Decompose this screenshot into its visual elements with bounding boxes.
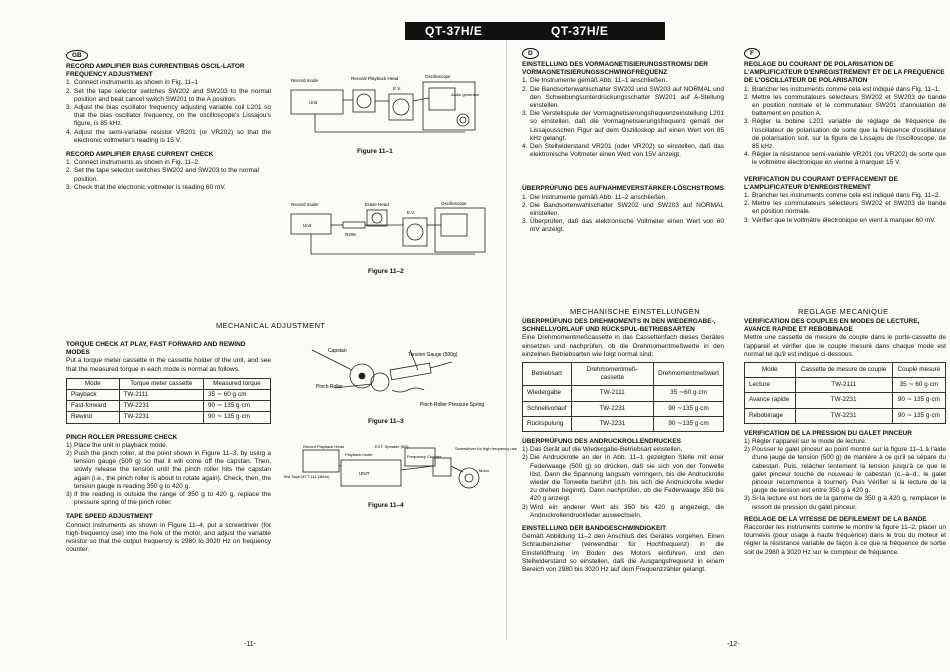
fr-table-header: Cassette de mesure de couple [795,363,892,378]
de-electrical-section: D EINSTELLUNG DES VORMAGNETISIERUNGSSTROMS/ DER VORMAGNETISIERUNGSSCHWINGFREQUENZ 1. Die Instrumente gemäß Abb. 11–1 anschließen. 2. Die Bandsortenwahlschalter SW202 und SW203 auf NORMAL und den Schwebungsunterdrückungsschalter SW201 auf A-Stellung einstellen. 3. Die Verstellspule der Vormagnetisierungsfrequenzeinstellung L201 so einstellen, daß die Vormagnetisierungsfrequenz gemäß der Lissajousschen Figur auf dem Oszilloskop auf einen Wert von 85 kHz gelangt. 4. Den Stellwiderstand VR201 (oder VR202) so einstellen, daß das elektronische Voltmeter einen Wert von 15V anzeigt. ÜBERPRÜFUNG DES AUFNAHMEVERSTÄRKER-LÖSCHSTROMS 1. Die Instrumente gemäß Abb. 11–2 anschließen. 2. Die Bandsortenwahlschalter SW202 und SW203 auf NORMAL einstellen. 3. Überprüfen, daß das elektronische Voltmeter einen Wert von 60 mV anzeigt. [522,50,724,234]
model-title-right: QT-37H/E [551,24,609,38]
table-cell: TW-2111 [571,386,654,401]
de-torque-title: ÜBERPRÜFUNG DES DREHMOMENTS IN DEN WIEDERGABE-, SCHNELLVORLAUF UND RÜCKSPUL-BETRIEBSARTEN [522,318,716,334]
de-table-header: Betriebsart [523,363,572,386]
fig4-label: Playback mode [345,452,373,457]
gb-table-header: Mode [67,378,120,389]
de-erase-title: ÜBERPRÜFUNG DES AUFNAHMEVERSTÄRKER-LÖSCHSTROMS [522,185,724,193]
gb-erase-step: Connect instruments as shown in Fig. 11–2. [74,159,200,167]
gb-language-badge: GB [66,50,88,61]
fr-pinch-step: Régler l'appareil sur le mode de lecture. [752,438,867,446]
gb-pinch-step: Push the pinch roller, at the point shown in Figure 11–3, by using a tension gauge (500 g) so that it will come off the capstan. Then, slowly release the tension until the pinch roller hits the capstan again (i.e., the pinch roller is about to rotate again). Check, then, the tension gauge is reading 350 g to 420 g. [74,450,271,490]
table-cell: Wiedergabe [523,386,572,401]
fig4-label: UNIT [359,471,370,476]
table-cell: TW-2231 [119,401,203,412]
fig2-label: Erase Head [365,202,389,207]
gb-erase-step: Set the tape selector switches SW202 and SW203 to the normal position. [74,167,259,183]
gb-bias-step: Set the tape selector switches SW202 and SW203 to the normal position and beat cancel switch SW201 to the A position. [74,87,271,103]
fr-mechanical-section: VERIFICATION DES COUPLES EN MODES DE LECTURE, AVANCE RAPIDE ET REBOBINAGE Mettre une cassette de mesure de couple dans le porte-cassette de l'appareil et vérifier que le couple mesuré dans chaque mode est normal tel qu'il est indiqué ci-dessous. Mode Cassette de mesure de couple Couple mesuré Lecture TW-2111 35 ∼ 60 g·cm Avance rapide TW-2231 90 ∼ 135 g·cm Rebobinage TW-2231 90 ∼ 135 g·cm VERIFICATION DE LA PRESSION DU GALET PINCEUR 1) Régler l'appareil sur le mode de lecture. 2) Pousser le galet pinceur au point montré sur la figure 11–1 à l'aide d'une jauge de tension (500 g) de manière à ce qu'il se sépare du cabestan. Puis, relâcher lentement la tension jusqu'à ce que le galet pinceur touche de nouveau le cabestan (c.–à–d., le galet pinceur recommence à tourner). Puis Vérifier si la lecture de la jauge de tension est entre 350 g à 420 g. 3) Si la lecture est hors de la gamme de 350 g à 420 g, remplacer le ressort de pression du galet pinceur. REGLAGE DE LA VITESSE DE DEFILEMENT DE LA BANDE Raccorder les instruments comme le montre la figure 11–2, placer un tournevis (pour usage à haute fréquence) dans le trou du moteur et régler la résistance variable de façon à ce que la fréquence de sortie soit de 2980 à 3020 Hz sur le compteur de fréquence. [744,318,946,556]
de-language-badge: D [522,48,539,59]
page-number-left: -11- [244,641,256,648]
de-bias-step: Den Stellwiderstand VR201 (oder VR202) so einstellen, daß das elektronische Voltmeter einen Wert von 15V anzeigt. [530,143,724,159]
fig4-label: Frequency Counter [407,454,442,459]
fig1-label: Unit [309,100,318,105]
fr-erase-step: Vérifier que le voltmètre électronique en vient à marquer 60 mV. [752,216,936,224]
table-cell: TW-2111 [795,378,892,393]
fr-erase-title: VERIFICATION DU COURANT D'EFFACEMENT DE L'AMPLIFICATEUR D'ENREGISTREMENT [744,175,898,191]
table-cell: 35 ∼60 g·cm [654,386,724,401]
fr-bias-step: Régler la bobine L201 variable de réglage de fréquence de l'oscillateur de polarisation de sorte que la fréquence d'oscillateur de polarisation soit, sur la figure de Lissajou de l'oscilloscope, de 85 kHz. [752,118,946,151]
fr-table-header: Couple mesuré [892,363,945,378]
gb-bias-step: Adjust the semi-variable resistor VR201 (or VR202) so that the electronic voltmeter's reading is 15 V. [74,128,271,144]
fig1-label: Record mode [291,78,319,83]
gb-speed-text: Connect instruments as shown in Figure 11–4, put a screwdriver (for high-frequency use) into the hole of the motor, and adjust the variable resistor so that the output frequency is 2980 to 3020 Hz on frequency counter. [66,521,271,554]
gb-mech-title: MECHANICAL ADJUSTMENT [216,321,326,330]
figure-11-2-diagram [285,200,495,260]
de-bias-step: Die Instrumente gemäß Abb. 11–1 anschließen. [530,77,668,85]
gb-torque-text: Put a torque meter cassette in the cassette holder of the unit, and see that the measured torque in each mode is normal as follows. [66,357,271,373]
table-cell: TW-2231 [795,393,892,408]
de-table-header: Drehmomentmeßwert [654,363,724,386]
de-pinch-step: Das Gerät auf die Wiedergabe-Betriebsart einstellen. [530,446,683,454]
figure-11-4-diagram [283,442,517,498]
fig4-label: Motor [479,468,490,473]
de-mechanical-section: ÜBERPRÜFUNG DES DREHMOMENTS IN DEN WIEDERGABE-, SCHNELLVORLAUF UND RÜCKSPUL-BETRIEBSARTEN Eine Drehmomentmeßcassette in das Cassettenfach dieses Gerätes einsetzen und nachprüfen, ob die Drehmomentmeßwerte in den einzelnen Betriebsarten wie folgt normal sind: Betriebsart Drehmomentmeß-cassette Drehmomentmeßwert Wiedergabe TW-2111 35 ∼60 g·cm Schnellvorlauf TW-2231 90 ∼135 g·cm Rückspulung TW-2231 90 ∼135 g·cm ÜBERPRÜFUNG DES ANDRUCKROLLENDRUCKES 1) Das Gerät auf die Wiedergabe-Betriebsart einstellen. 2) Die Andruckrolle an der in Abb. 11–1 gezeigten Stelle mit einer Federwaage (500 g) so drücken, daß sie sich von der Tonwelle löst. Dann die Spannung langsam verringern, bis die Andruckrolle wieder die Tonwelle berührt (d.h. bis sich die Andruckrolle wieder zu drehen beginnt). Dann nachprüfen, ob die Federwaage 350 bis 420 g anzeigt. 3) Wird ein anderer Wert als 350 bis 420 g angezeigt, die Andruckrollendruckfeder auswechseln. EINSTELLUNG DER BANDGESCHWINDIGKEIT Gemäß Abbildung 11–2 den Anschluß des Gerätes vorgehen. Einen Schraubenzieher (verwendbar für Hochfrequenz) in die Einstellöffnung im Boden des Motors einführen, und den Stellwiderstand so einstellen, daß die Ausgangsfrequenz in einem Bereich von 2980 bis 3020 Hz auf dem Frequenzzähler gelangt. [522,318,724,574]
de-pinch-step: Wird ein anderer Wert als 350 bis 420 g angezeigt, die Andruckrollendruckfeder auswechseln. [530,503,724,519]
figure-11-4-caption: Figure 11–4 [368,502,404,509]
table-cell: Rebobinage [745,408,796,423]
fr-erase-step: Brancher les instruments comme cela est indiqué dans Fig. 11–2. [752,192,941,200]
table-cell: 90 ∼ 135 g·cm [892,393,945,408]
table-cell: 90 ∼135 g·cm [654,416,724,431]
fig1-label: Record/ Playback Head [351,76,399,81]
gb-table-header: Torque meter cassette [119,378,203,389]
de-speed-text: Gemäß Abbildung 11–2 den Anschluß des Gerätes vorgehen. Einen Schraubenzieher (verwendbar für Hochfrequenz) in die Einstellöffnung im Boden des Motors einführen, und den Stellwiderstand so einstellen, daß die Ausgangsfrequenz in einem Bereich von 2980 bis 3020 Hz auf dem Frequenzzähler gelangt. [522,533,724,574]
table-row [523,401,724,416]
de-pinch-title: ÜBERPRÜFUNG DES ANDRUCKROLLENDRUCKES [522,438,682,446]
fr-speed-text: Raccorder les instruments comme le montre la figure 11–2, placer un tournevis (pour usage à haute fréquence) dans le trou du moteur et régler la résistance variable de façon à ce que la fréquence de sortie soit de 2980 à 3020 Hz sur le compteur de fréquence. [744,524,946,556]
table-cell: Schnellvorlauf [523,401,572,416]
table-row [523,386,724,401]
table-cell: 90 ∼135 g·cm [654,401,724,416]
gb-bias-step: Connect instruments as shown in Fig. 11–1 [74,79,199,87]
table-row [745,408,946,423]
de-erase-step: Die Instrumente gemäß Abb. 11–2 anschließen. [530,193,668,201]
fr-bias-step: Mettre les commutateurs sélecteurs SW202 et SW203 de bande en position normale et le commutateur SW201 d'annulation de battement en position A. [752,93,946,118]
fr-torque-table [744,362,946,424]
table-cell: TW-2111 [119,390,203,401]
de-pinch-step: Die Andruckrolle an der in Abb. 11–1 gezeigten Stelle mit einer Federwaage (500 g) so drücken, daß sie sich von der Tonwelle löst. Dann die Spannung langsam verringern, bis die Andruckrolle wieder die Tonwelle berührt (d.h. bis sich die Andruckrolle wieder zu drehen beginnt). Dann nachprüfen, ob die Federwaage 350 bis 420 g anzeigt. [530,454,724,503]
de-bias-step: Die Verstellspule der Vormagnetisierungsfrequenzeinstellung L201 so einstellen, daß die Vormagnetisierungsfrequenz gemäß der Lissajousschen Figur auf dem Oszilloskop auf einen Wert von 85 kHz gelangt. [530,110,724,142]
table-cell: Rückspulung [523,416,572,431]
table-cell: TW-2231 [795,408,892,423]
gb-erase-step: Check that the electronic voltmeter is reading 60 mV. [74,183,226,191]
fr-speed-title: REGLAGE DE LA VITESSE DE DEFILEMENT DE LA BANDE [744,515,927,523]
figure-11-3-caption: Figure 11–3 [368,418,404,425]
fr-bias-step: Brancher les instruments comme cela est indiqué dans Fig. 11–1. [752,85,941,93]
table-cell: Playback [67,390,120,401]
fr-torque-text: Mettre une cassette de mesure de couple dans le porte-cassette de l'appareil et vérifier que le couple mesuré dans chaque mode est normal tel qu'il est indiqué ci-dessous. [744,334,946,358]
fr-pinch-title: VERIFICATION DE LA PRESSION DU GALET PINCEUR [744,429,912,437]
gb-pinch-step: Place the unit in playback mode. [74,441,168,449]
de-bias-step: Die Bandsortenwahlschalter SW202 und SW203 auf NORMAL und den Schwebungsunterdrückungsschalter SW201 auf A-Stellung einstellen. [530,85,724,110]
fig3-label: Capstan [328,348,347,354]
table-row [523,416,724,431]
table-cell: 90 ∼ 135 g·cm [203,412,270,423]
table-cell: Avance rapide [745,393,796,408]
table-row [745,378,946,393]
fr-mech-title: REGLAGE MECANIQUE [798,307,889,316]
figure-11-1-caption: Figure 11–1 [357,148,393,155]
fig4-label: EXT. Speaker (8Ω) [375,444,409,449]
table-row [745,393,946,408]
fr-table-header: Mode [745,363,796,378]
figure-11-2-caption: Figure 11–2 [368,268,404,275]
gb-speed-title: TAPE SPEED ADJUSTMENT [66,513,153,521]
table-row [67,401,271,412]
fig2-label: R209 [345,232,356,237]
fig4-label: Record Playback Head [303,444,344,449]
fig3-label: Pinch Roller Pressure Spring [420,402,485,408]
gb-erase-title: RECORD AMPLIFIER ERASE CURRENT CHECK [66,151,214,159]
fig2-label: Record mode [291,202,319,207]
table-cell: Fast-forward [67,401,120,412]
gb-bias-title: RECORD AMPLIFIER BIAS CURRENT/BIAS OSCIL-LATOR FREQUENCY ADJUSTMENT [66,63,245,79]
page-divider [506,40,507,640]
de-speed-title: EINSTELLUNG DER BANDGESCHWINDIGKEIT [522,525,667,533]
fr-bias-title: REGLAGE DU COURANT DE POLARISATION DE L'AMPLIFICATEUR D'ENREGISTREMENT ET DE LA FREQUENCE DE L'OSCILLATEUR DE POLARISATION [744,61,945,85]
gb-mechanical-section: TORQUE CHECK AT PLAY, FAST FORWARD AND REWIND MODES Put a torque meter cassette in the cassette holder of the unit, and see that the measured torque in each mode is normal as follows. Mode Torque meter cassette Measured torque Playback TW-2111 35 ∼ 60 g·cm Fast-forward TW-2231 90 ∼ 135 g·cm Rewind TW-2231 90 ∼ 135 g·cm PINCH ROLLER PRESSURE CHECK 1) Place the unit in playback mode. 2) Push the pinch roller, at the point shown in Figure 11–3, by using a tension gauge (500 g) so that it will come off the capstan. Then, slowly release the tension until the pinch roller hits the capstan again (i.e., the pinch roller is about to rotate again). Check, then, the tension gauge is reading 350 g to 420 g. 3) If the reading is outside the range of 350 g to 420 g, replace the pressure spring of the pinch roller. TAPE SPEED ADJUSTMENT Connect instruments as shown in Figure 11–4, put a screwdriver (for high-frequency use) into the hole of the motor, and adjust the variable resistor so that the output frequency is 2980 to 3020 Hz on frequency counter. [66,341,271,554]
table-cell: 90 ∼ 135 g·cm [892,408,945,423]
fig2-label: Unit [303,223,312,228]
fig4-label: Screwdriver for high frequency use [455,446,517,451]
de-mech-title: MECHANISCHE EINSTELLUNGEN [570,307,701,316]
figure-11-1-diagram [285,70,490,145]
de-torque-text: Eine Drehmomentmeßcassette in das Cassettenfach dieses Gerätes einsetzen und nachprüfen, ob die Drehmomentmeßwerte in den einzelnen Betriebsarten wie folgt normal sind: [522,334,724,358]
table-cell: 35 ∼ 60 g·cm [203,390,270,401]
gb-pinch-title: PINCH ROLLER PRESSURE CHECK [66,433,178,441]
fig1-label: E.V. [393,86,402,91]
table-row [67,412,271,423]
table-cell: TW-2231 [571,401,654,416]
de-bias-title: EINSTELLUNG DES VORMAGNETISIERUNGSSTROMS/ DER VORMAGNETISIERUNGSSCHWINGFREQUENZ [522,61,708,77]
fig3-label: Pinch Roller [316,384,343,390]
fig1-label: Audio generator [451,92,480,97]
table-row [67,390,271,401]
gb-table-header: Measured torque [203,378,270,389]
figure-11-3-diagram [292,340,497,412]
fr-electrical-section: F REGLAGE DU COURANT DE POLARISATION DE L'AMPLIFICATEUR D'ENREGISTREMENT ET DE LA FREQUENCE DE L'OSCILLATEUR DE POLARISATION 1. Brancher les instruments comme cela est indiqué dans Fig. 11–1. 2. Mettre les commutateurs sélecteurs SW202 et SW203 de bande en position normale et le commutateur SW201 d'annulation de battement en position A. 3. Régler la bobine L201 variable de réglage de fréquence de l'oscillateur de polarisation de sorte que la fréquence d'oscillateur de polarisation soit, sur la figure de Lissajou de l'oscilloscope, de 85 kHz. 4. Régler la résistance semi-variable VR201 (ou VR202) de sorte que le voltmètre électronique en vienne à marquer 15 V. VERIFICATION DU COURANT D'EFFACEMENT DE L'AMPLIFICATEUR D'ENREGISTREMENT 1. Brancher les instruments comme cela est indiqué dans Fig. 11–2. 2. Mettre les commutateurs sélecteurs SW202 et SW203 de bande en position normale. 3. Vérifier que le voltmètre électronique en vient à marquer 60 mV. [744,50,946,224]
de-erase-step: Überprüfen, daß das elektronische Voltmeter einen Wert von 60 mV anzeigt. [530,218,724,234]
model-banner [405,22,665,40]
gb-torque-table [66,378,271,424]
fig2-label: E.V. [407,210,416,215]
fig1-label: Oscilloscope [425,74,451,79]
fr-bias-step: Régler la résistance semi-variable VR201 (ou VR202) de sorte que le voltmètre électronique en vienne à marquer 15 V. [752,151,946,167]
table-cell: 90 ∼ 135 g·cm [203,401,270,412]
fr-language-badge: F [744,48,760,59]
fr-pinch-step: Pousser le galet pinceur au point montré sur la figure 11–1 à l'aide d'une jauge de tension (500 g) de manière à ce qu'il se sépare du cabestan. Puis, relâcher lentement la tension jusqu'à ce que le galet pinceur touche de nouveau le cabestan (c.–à–d., le galet pinceur recommence à tourner). Puis Vérifier si la lecture de la jauge de tension est entre 350 g à 420 g. [752,446,946,495]
table-cell: Rewind [67,412,120,423]
gb-pinch-step: If the reading is outside the range of 350 g to 420 g, replace the pressure spring of the pinch roller. [74,491,271,507]
fig4-label: Test Tape MTT-111 (3kHz) [283,474,330,479]
fig2-label: Oscilloscope [441,201,467,206]
gb-torque-title: TORQUE CHECK AT PLAY, FAST FORWARD AND REWIND MODES [66,341,246,357]
table-cell: 35 ∼ 60 g·cm [892,378,945,393]
de-torque-table [522,362,724,432]
model-title-left: QT-37H/E [425,24,483,38]
table-cell: TW-2231 [119,412,203,423]
fr-erase-step: Mettre les commutateurs sélecteurs SW202 et SW203 de bande en position normale. [752,200,946,216]
gb-electrical-section: GB RECORD AMPLIFIER BIAS CURRENT/BIAS OSCIL-LATOR FREQUENCY ADJUSTMENT 1. Connect instruments as shown in Fig. 11–1 2. Set the tape selector switches SW202 and SW203 to the normal position and beat cancel switch SW201 to the A position. 3. Adjust the bias oscillator frequency adjusting variable coil L201 so that the bias oscillator frequency, on the oscilloscope's Lissajou's figure, is 85 kHz. 4. Adjust the semi-variable resistor VR201 (or VR202) so that the electronic voltmeter's reading is 15 V. RECORD AMPLIFIER ERASE CURRENT CHECK 1. Connect instruments as shown in Fig. 11–2. 2. Set the tape selector switches SW202 and SW203 to the normal position. 3. Check that the electronic voltmeter is reading 60 mV. [66,52,271,191]
table-cell: Lecture [745,378,796,393]
de-table-header: Drehmomentmeß-cassette [571,363,654,386]
de-erase-step: Die Bandsortenwahlschalter SW202 und SW203 auf NORMAL einstellen. [530,201,724,218]
fig3-label: Tension Gauge (500g) [408,352,458,358]
page-number-right: -12- [727,641,740,648]
gb-bias-step: Adjust the bias oscillator frequency adjusting variable coil L201 so that the bias oscillator frequency, on the oscilloscope's Lissajou's figure, is 85 kHz. [74,104,271,128]
table-cell: TW-2231 [571,416,654,431]
fr-torque-title: VERIFICATION DES COUPLES EN MODES DE LECTURE, AVANCE RAPIDE ET REBOBINAGE [744,318,920,334]
fr-pinch-step: Si la lecture est hors de la gamme de 350 g à 420 g, remplacer le ressort de pression du galet pinceur. [752,495,946,511]
